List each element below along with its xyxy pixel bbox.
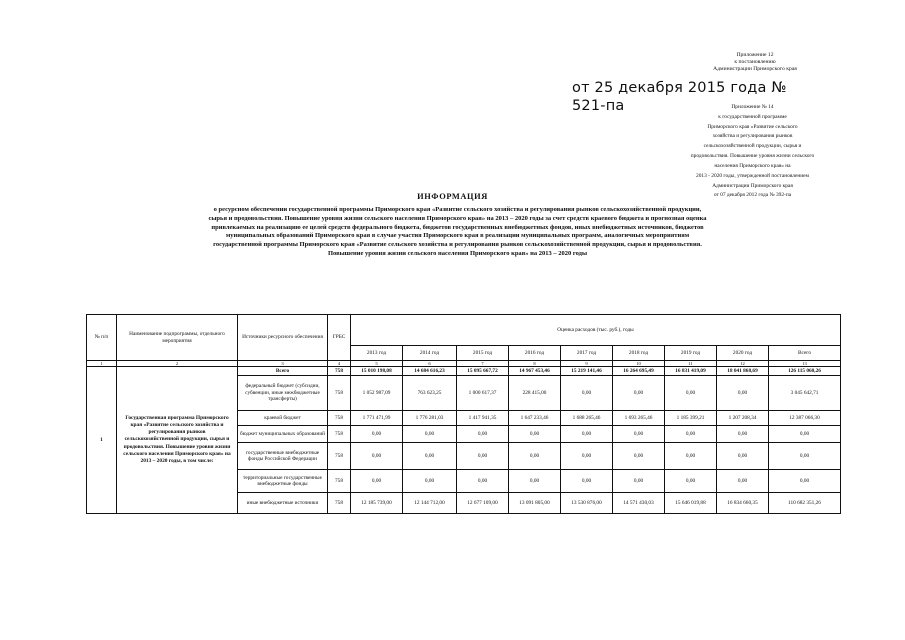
col-header-year: 2018 год [613, 346, 665, 361]
value-cell: 1 647 233,46 [509, 411, 561, 426]
value-cell: 0,00 [351, 470, 403, 493]
source-cell: Всего [238, 367, 328, 376]
value-cell: 14 684 616,23 [403, 367, 457, 376]
source-cell: федеральный бюджет (субсидии, субвенции, иные межбюджетные трансферты) [238, 376, 328, 411]
col-header-total: Всего [769, 346, 841, 361]
value-cell: 16 264 695,49 [613, 367, 665, 376]
total-cell: 0,00 [769, 470, 841, 493]
appendix-12-line: Администрации Приморского края [713, 65, 797, 72]
source-cell: бюджет муниципальных образований [238, 426, 328, 443]
value-cell: 1 693 265,46 [613, 411, 665, 426]
value-cell: 0,00 [457, 470, 509, 493]
column-index: 6 [403, 361, 457, 367]
value-cell: 16 834 660,35 [717, 493, 769, 514]
appendix-14-line: хозяйства и регулирования рынков [712, 133, 793, 140]
total-cell: 3 045 642,71 [769, 376, 841, 411]
value-cell: 0,00 [561, 470, 613, 493]
value-cell: 12 185 739,00 [351, 493, 403, 514]
value-cell: 0,00 [717, 426, 769, 443]
value-cell: 0,00 [509, 443, 561, 470]
col-header-year: 2013 год [351, 346, 403, 361]
column-index: 11 [665, 361, 717, 367]
appendix-12-header [640, 52, 870, 73]
value-cell: 14 571 430,03 [613, 493, 665, 514]
value-cell: 763 623,25 [403, 376, 457, 411]
value-cell: 14 967 453,46 [509, 367, 561, 376]
column-index: 12 [717, 361, 769, 367]
column-index: 9 [561, 361, 613, 367]
source-cell: государственные внебюджетные фонды Российской Федерации [238, 443, 328, 470]
column-index: 4 [328, 361, 351, 367]
value-cell: 0,00 [665, 470, 717, 493]
col-header-year: 2020 год [717, 346, 769, 361]
col-header-year: 2019 год [665, 346, 717, 361]
appendix-14-line: 2013 - 2020 годы, утвержденной постановлением [696, 172, 809, 179]
col-header-source: Источники ресурсного обеспечения [238, 315, 328, 361]
table-row-total [87, 367, 841, 376]
column-index: 7 [457, 361, 509, 367]
value-cell: 15 010 198,08 [351, 367, 403, 376]
program-name: Государственная программа Приморского края «Развитие сельского хозяйства и регулирования рынков сельскохозяйственной продукции, сырья и продовольствия. Повышение уровня жизни сельского населения Приморского края» на 2013 – 2020 годы, в том числе: [117, 367, 238, 514]
grbs-cell: 758 [328, 367, 351, 376]
value-cell: 0,00 [613, 376, 665, 411]
total-cell: 0,00 [769, 443, 841, 470]
value-cell: 0,00 [561, 426, 613, 443]
col-header-year: 2017 год [561, 346, 613, 361]
grbs-cell: 758 [328, 376, 351, 411]
decree-date-stamp: от 25 декабря 2015 года № 521-па [572, 80, 787, 115]
value-cell: 1 185 399,21 [665, 411, 717, 426]
value-cell: 1 207 208,34 [717, 411, 769, 426]
grbs-cell: 758 [328, 470, 351, 493]
value-cell: 0,00 [561, 443, 613, 470]
value-cell: 0,00 [509, 470, 561, 493]
grbs-cell: 758 [328, 411, 351, 426]
value-cell: 12 677 109,00 [457, 493, 509, 514]
appendix-12-line: к постановлению [734, 58, 776, 65]
total-cell: 126 115 060,26 [769, 367, 841, 376]
appendix-14-line: от 07 декабря 2012 года № 392-па [713, 192, 792, 199]
appendix-14-line: Приложение № 14 [731, 104, 774, 110]
value-cell: 228 415,00 [509, 376, 561, 411]
appendix-14-line: сельскохозяйственной продукции, сырья и [703, 143, 802, 150]
value-cell: 0,00 [613, 470, 665, 493]
row-number: 1 [87, 367, 117, 514]
appendix-14-line: Приморского края «Развитие сельского [707, 123, 798, 130]
value-cell: 18 041 868,69 [717, 367, 769, 376]
value-cell: 0,00 [403, 426, 457, 443]
value-cell: 0,00 [403, 470, 457, 493]
col-header-grbs: ГРБС [328, 315, 351, 361]
value-cell: 0,00 [717, 470, 769, 493]
value-cell: 0,00 [717, 443, 769, 470]
col-header-year: 2015 год [457, 346, 509, 361]
document-title: ИНФОРМАЦИЯ [417, 192, 488, 201]
value-cell: 0,00 [351, 443, 403, 470]
col-header-num: № п/п [87, 315, 117, 361]
value-cell: 0,00 [457, 443, 509, 470]
column-index: 10 [613, 361, 665, 367]
source-cell: краевой бюджет [238, 411, 328, 426]
value-cell: 0,00 [613, 426, 665, 443]
appendix-14-line: к государственной программе [718, 113, 787, 120]
value-cell: 12 144 712,00 [403, 493, 457, 514]
column-index: 3 [238, 361, 328, 367]
source-cell: территориальные государственные внебюджетные фонды [238, 470, 328, 493]
value-cell: 1 052 987,09 [351, 376, 403, 411]
value-cell: 0,00 [561, 376, 613, 411]
resource-table [86, 314, 841, 514]
value-cell: 0,00 [613, 443, 665, 470]
column-index: 5 [351, 361, 403, 367]
grbs-cell: 758 [328, 426, 351, 443]
value-cell: 15 219 141,46 [561, 367, 613, 376]
value-cell: 0,00 [403, 443, 457, 470]
value-cell: 15 095 667,72 [457, 367, 509, 376]
value-cell: 13 530 876,00 [561, 493, 613, 514]
value-cell: 0,00 [665, 443, 717, 470]
grbs-cell: 758 [328, 443, 351, 470]
col-header-costs: Оценка расходов (тыс. руб.), годы [351, 315, 841, 346]
column-index: 13 [769, 361, 841, 367]
value-cell: 0,00 [665, 376, 717, 411]
value-cell: 0,00 [717, 376, 769, 411]
column-index: 2 [117, 361, 238, 367]
value-cell: 1 417 941,35 [457, 411, 509, 426]
value-cell: 0,00 [351, 426, 403, 443]
value-cell: 1 776 281,03 [403, 411, 457, 426]
appendix-14-line: продовольствия. Повышение уровня жизни сельского [690, 153, 815, 160]
value-cell: 1 688 265,46 [561, 411, 613, 426]
value-cell: 0,00 [509, 426, 561, 443]
value-cell: 1 000 617,37 [457, 376, 509, 411]
column-index: 1 [87, 361, 117, 367]
grbs-cell: 758 [328, 493, 351, 514]
document-subtitle: о ресурсном обеспечении государственной программы Приморского края «Развитие сельского хозяйства и регулирования рынков сельскохозяйственной продукции, сырья и продовольствия. Повышение уровня жизни сельского населения Приморского края» на 2013 – 2020 годы за счет средств краевого бюджета и прогнозная оценка привлекаемых на реализацию ее целей средств федерального бюджета, бюджетов государственных внебюджетных фондов, иных внебюджетных источников, бюджетов муниципальных образований Приморского края в случае участия Приморского края в реализации муниципальных программ, аналогичных мероприятиям государственной программы Приморского края «Развитие сельского хозяйства и регулирования рынков сельскохозяйственной продукции, сырья и продовольствия. Повышение уровня жизни сельского населения Приморского края» на 2013 – 2020 годы [208, 206, 707, 258]
value-cell: 13 091 805,00 [509, 493, 561, 514]
value-cell: 16 831 419,09 [665, 367, 717, 376]
value-cell: 15 646 019,88 [665, 493, 717, 514]
appendix-12-line: Приложение 12 [736, 52, 774, 58]
col-header-year: 2014 год [403, 346, 457, 361]
source-cell: иные внебюджетные источники [238, 493, 328, 514]
value-cell: 1 771 471,99 [351, 411, 403, 426]
appendix-14-line: Администрации Приморского края [712, 182, 793, 189]
total-cell: 12 387 066,30 [769, 411, 841, 426]
appendix-14-header [650, 103, 855, 201]
col-header-name: Наименование подпрограммы, отдельного мероприятия [117, 315, 238, 361]
column-index: 8 [509, 361, 561, 367]
total-cell: 110 682 351,26 [769, 493, 841, 514]
appendix-14-line: населения Приморского края» на [714, 162, 791, 169]
value-cell: 0,00 [457, 426, 509, 443]
total-cell: 0,00 [769, 426, 841, 443]
col-header-year: 2016 год [509, 346, 561, 361]
value-cell: 0,00 [665, 426, 717, 443]
